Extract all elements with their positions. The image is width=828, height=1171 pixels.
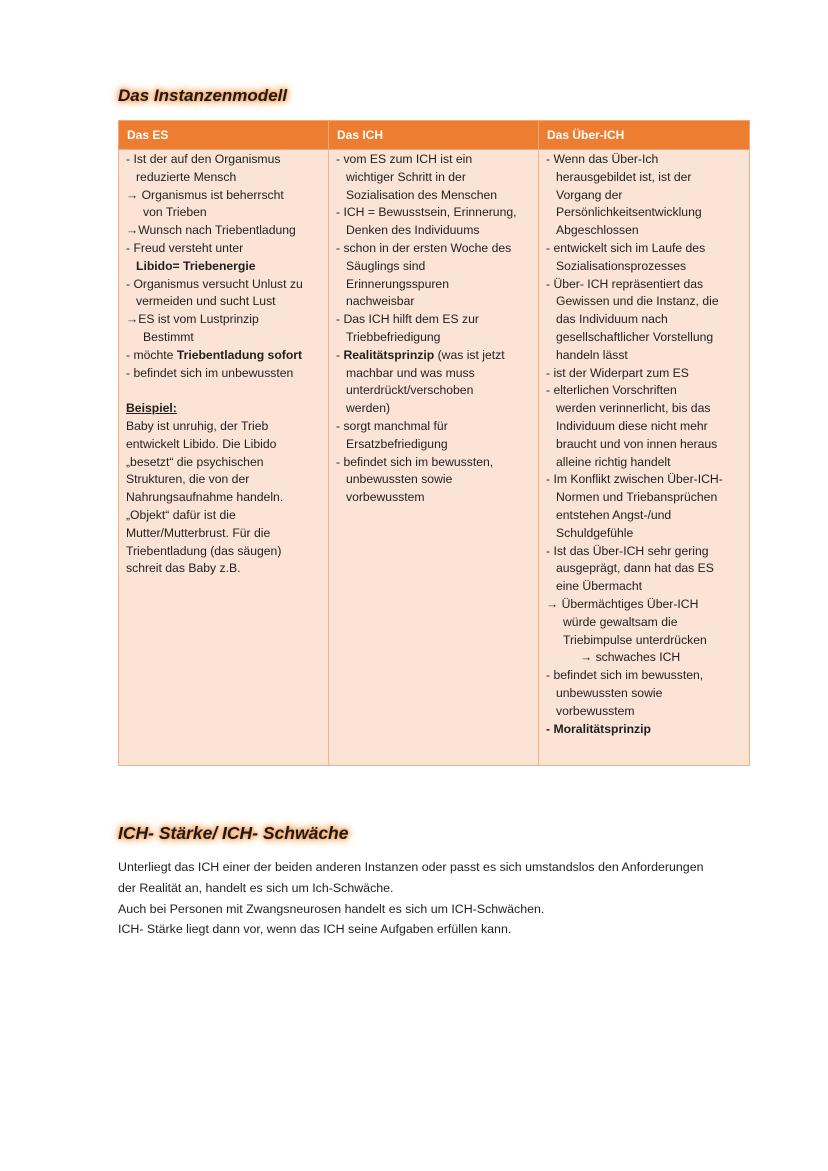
ich-line: - Das ICH hilft dem ES zur — [336, 312, 479, 327]
ich-line-text: (was ist jetzt — [434, 347, 505, 362]
ueber-line: herausgebildet ist, ist der — [556, 169, 692, 184]
ich-line: Erinnerungsspuren — [346, 276, 449, 291]
es-line: reduzierte Mensch — [136, 169, 237, 184]
es-line: → Organismus ist beherrscht — [126, 187, 284, 202]
example-line: Mutter/Mutterbrust. Für die — [126, 525, 271, 540]
ich-line: wichtiger Schritt in der — [346, 169, 466, 184]
table-body-row — [119, 150, 750, 766]
example-line: Strukturen, die von der — [126, 472, 250, 487]
ueber-line: handeln lässt — [556, 347, 628, 362]
ueber-line: - Ist das Über-ICH sehr gering — [546, 543, 709, 558]
ich-line: Sozialisation des Menschen — [346, 187, 498, 202]
section-title-instanzenmodell: Das Instanzenmodell — [118, 86, 288, 105]
paragraph-line: ICH- Stärke liegt dann vor, wenn das ICH seine Aufgaben erfüllen kann. — [118, 922, 512, 936]
ueber-line: - elterlichen Vorschriften — [546, 383, 677, 398]
cell-ueber-ich — [539, 150, 750, 766]
spacer — [126, 382, 324, 400]
ich-line: vorbewusstem — [346, 490, 425, 505]
es-line-libido: Libido= Triebenergie — [136, 258, 256, 273]
ueber-line: Abgeschlossen — [556, 223, 639, 238]
ueber-line: braucht und von innen heraus — [556, 436, 718, 451]
header-ueber-ich: Das Über-ICH — [539, 121, 750, 150]
ich-line-text: - — [336, 347, 344, 362]
example-line: Baby ist unruhig, der Trieb — [126, 418, 269, 433]
ueber-line: - Im Konflikt zwischen Über-ICH- — [546, 472, 723, 487]
ueber-line: gesellschaftlicher Vorstellung — [556, 329, 714, 344]
es-line: - Ist der auf den Organismus — [126, 152, 281, 166]
es-line: - befindet sich im unbewussten — [126, 365, 294, 380]
ueber-line: Normen und Triebansprüchen — [556, 490, 718, 505]
es-line: - Freud versteht unter — [126, 240, 244, 255]
example-line: entwickelt Libido. Die Libido — [126, 436, 277, 451]
example-label: Beispiel: — [126, 401, 177, 416]
es-line: →ES ist vom Lustprinzip — [126, 312, 259, 327]
ich-line: unbewussten sowie — [346, 472, 453, 487]
example-line: Triebentladung (das säugen) — [126, 543, 282, 558]
section-title-ich-staerke: ICH- Stärke/ ICH- Schwäche — [118, 823, 349, 843]
ueber-line: → Übermächtiges Über-ICH — [546, 596, 699, 611]
ich-line: Triebbefriedigung — [346, 329, 441, 344]
ueber-line: Triebimpulse unterdrücken — [563, 632, 707, 647]
es-line: - Organismus versucht Unlust zu — [126, 276, 303, 291]
ich-line — [336, 347, 534, 365]
ueber-line: - Über- ICH repräsentiert das — [546, 276, 704, 291]
ich-line: machbar und was muss — [346, 365, 475, 380]
instanzenmodell-table — [118, 120, 750, 766]
es-line-bold: Triebentladung sofort — [176, 347, 303, 362]
ueber-line: Individuum diese nicht mehr — [556, 418, 708, 433]
es-line: vermeiden und sucht Lust — [136, 294, 276, 309]
es-line: →Wunsch nach Triebentladung — [126, 223, 296, 238]
paragraph-line: Unterliegt das ICH einer der beiden anderen Instanzen oder passt es sich umstandslos den Anforderungen — [118, 860, 704, 874]
ueber-line: - entwickelt sich im Laufe des — [546, 240, 706, 255]
es-line-text: - möchte — [126, 347, 177, 362]
ueber-line: vorbewusstem — [556, 703, 635, 718]
ueber-line: Vorgang der — [556, 187, 623, 202]
header-ich: Das ICH — [329, 121, 539, 150]
ueber-line: - Wenn das Über-Ich — [546, 152, 659, 166]
example-line: „besetzt“ die psychischen — [126, 454, 264, 469]
es-line — [126, 347, 324, 365]
ich-line: - befindet sich im bewussten, — [336, 454, 494, 469]
example-line: schreit das Baby z.B. — [126, 561, 241, 576]
ich-line: werden) — [346, 401, 391, 416]
ueber-line: unbewussten sowie — [556, 685, 663, 700]
ich-line: - schon in der ersten Woche des — [336, 240, 512, 255]
es-line: von Trieben — [143, 205, 207, 220]
ueber-line: Persönlichkeitsentwicklung — [556, 205, 702, 220]
ich-line: - sorgt manchmal für — [336, 418, 448, 433]
ueber-line: eine Übermacht — [556, 579, 643, 594]
ueber-line: Gewissen und die Instanz, die — [556, 294, 719, 309]
es-line: Bestimmt — [143, 329, 194, 344]
header-es: Das ES — [119, 121, 329, 150]
ich-line: Ersatzbefriedigung — [346, 436, 448, 451]
table-header-row — [119, 121, 750, 150]
cell-ich — [329, 150, 539, 766]
paragraph-line: der Realität an, handelt es sich um Ich-Schwäche. — [118, 881, 394, 895]
cell-es — [119, 150, 329, 766]
ueber-line: alleine richtig handelt — [556, 454, 671, 469]
ich-line: - vom ES zum ICH ist ein — [336, 152, 473, 166]
ueber-line: entstehen Angst-/und — [556, 507, 672, 522]
ich-line-bold: Realitätsprinzip — [343, 347, 435, 362]
ich-line: Säuglings sind — [346, 258, 426, 273]
ueber-line: werden verinnerlicht, bis das — [556, 401, 711, 416]
paragraph-line: Auch bei Personen mit Zwangsneurosen handelt es sich um ICH-Schwächen. — [118, 902, 545, 916]
ueber-line: Sozialisationsprozesses — [556, 258, 687, 273]
ich-line: nachweisbar — [346, 294, 415, 309]
ueber-line: würde gewaltsam die — [563, 614, 678, 629]
ueber-line: ausgeprägt, dann hat das ES — [556, 561, 714, 576]
ich-line: Denken des Individuums — [346, 223, 480, 238]
ueber-line-moralitaet: - Moralitätsprinzip — [546, 721, 651, 736]
ueber-line: - befindet sich im bewussten, — [546, 668, 704, 683]
example-line: Nahrungsaufnahme handeln. — [126, 490, 284, 505]
ich-line: - ICH = Bewusstsein, Erinnerung, — [336, 205, 517, 220]
ueber-line: → schwaches ICH — [580, 650, 681, 665]
example-line: „Objekt“ dafür ist die — [126, 507, 236, 522]
ich-line: unterdrückt/verschoben — [346, 383, 474, 398]
ueber-line: Schuldgefühle — [556, 525, 634, 540]
ueber-line: das Individuum nach — [556, 312, 668, 327]
ueber-line: - ist der Widerpart zum ES — [546, 365, 689, 380]
